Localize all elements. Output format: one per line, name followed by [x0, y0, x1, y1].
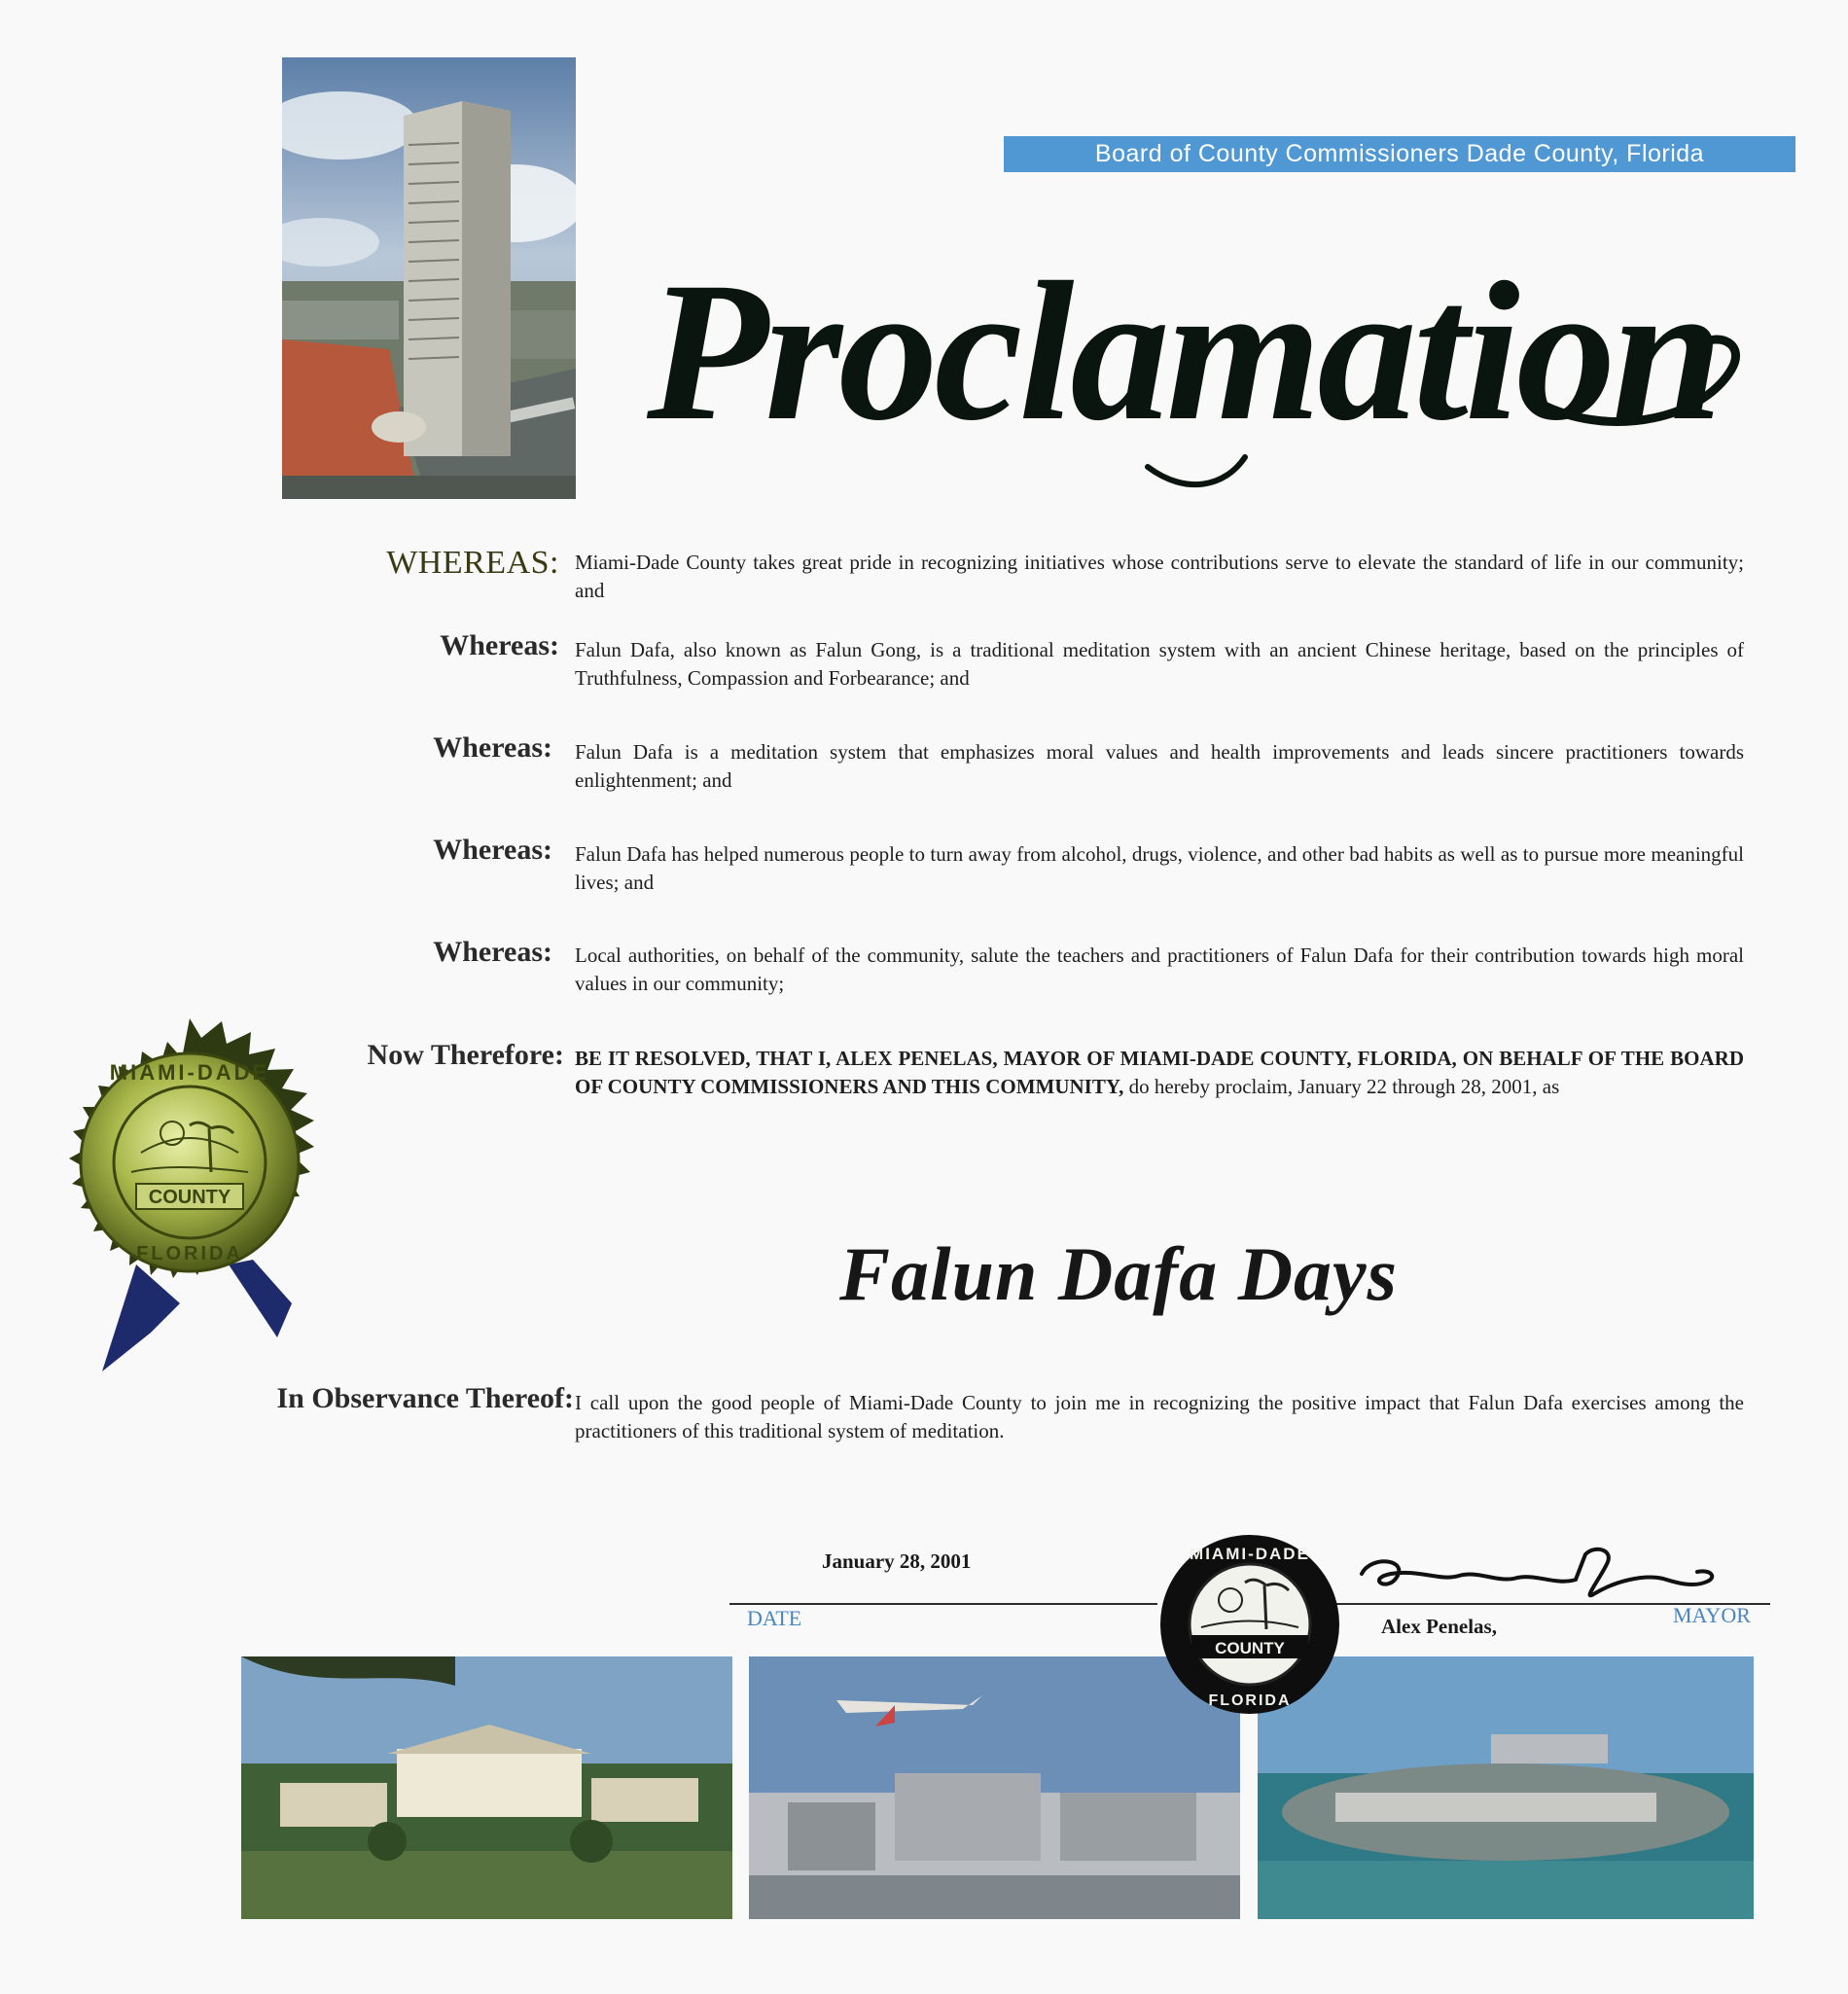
whereas-label: Whereas: [440, 629, 559, 661]
county-seal [1157, 1532, 1342, 1717]
whereas-text: Falun Dafa, also known as Falun Gong, is a traditional meditation system with an ancient Chinese heritage, based on the principles of Truthfulness, Compassion and Forbearance; and [575, 638, 1744, 690]
date-label: DATE [747, 1606, 802, 1630]
whereas-text: Falun Dafa is a meditation system that emphasizes moral values and health improvements and leads sincere practitioners towards enlightenment; and [575, 740, 1744, 792]
falun-dafa-days-title: Falun Dafa Days [838, 1231, 1399, 1316]
county-building-photo [282, 57, 576, 499]
mayor-label: MAYOR [1673, 1603, 1751, 1627]
date-value: January 28, 2001 [822, 1549, 972, 1573]
date-line [729, 1603, 1157, 1605]
whereas-text: Falun Dafa has helped numerous people to turn away from alcohol, drugs, violence, and other bad habits as well as to pursue more meaningful lives; and [575, 842, 1744, 894]
board-header-band: Board of County Commissioners Dade County, Florida [1004, 136, 1795, 172]
county-seal-county-text: COUNTY [1215, 1639, 1285, 1657]
whereas-label: WHEREAS: [386, 545, 559, 581]
observance-text: I call upon the good people of Miami-Dade County to join me in recognizing the positive impact that Falun Dafa exercises among the practitioners of this traditional system of meditation. [575, 1391, 1744, 1442]
now-therefore-label: Now Therefore: [367, 1039, 564, 1071]
gold-seal [44, 1012, 336, 1381]
whereas-label: Whereas: [433, 936, 552, 968]
resolution-plain-text: do hereby proclaim, January 22 through 28, 2001, as [1123, 1075, 1560, 1098]
county-seal-bottom-text: FLORIDA [1208, 1692, 1292, 1709]
mayor-signature [1352, 1535, 1741, 1613]
resolution-bold-text: BE IT RESOLVED, THAT I, ALEX PENELAS, MAYOR OF MIAMI-DADE COUNTY, FLORIDA, ON BEHALF OF THE BOARD OF COUNTY COMMISSIONERS AND THIS COMMUNITY, [575, 1047, 1744, 1098]
county-seal-top-text: MIAMI-DADE [1190, 1545, 1310, 1563]
whereas-text: Local authorities, on behalf of the community, salute the teachers and practitioners of Falun Dafa for their contribution towards high moral values in our community; [575, 944, 1744, 995]
vizcaya-photo [241, 1656, 732, 1919]
observance-label: In Observance Thereof: [276, 1382, 574, 1414]
whereas-label: Whereas: [433, 834, 552, 866]
whereas-text: Miami-Dade County takes great pride in recognizing initiatives whose contributions serve to elevate the standard of life in our community; and [575, 551, 1744, 602]
proclamation-title-text: Proclamation [647, 241, 1720, 462]
gold-seal-county-text: COUNTY [148, 1187, 231, 1208]
mayor-name: Alex Penelas, [1381, 1615, 1497, 1638]
resolution-text [575, 1045, 1744, 1101]
gold-seal-top-text: MIAMI-DADE [109, 1060, 270, 1085]
whereas-label: Whereas: [433, 731, 552, 764]
proclamation-title [642, 146, 1751, 516]
gold-seal-bottom-text: FLORIDA [136, 1243, 243, 1264]
